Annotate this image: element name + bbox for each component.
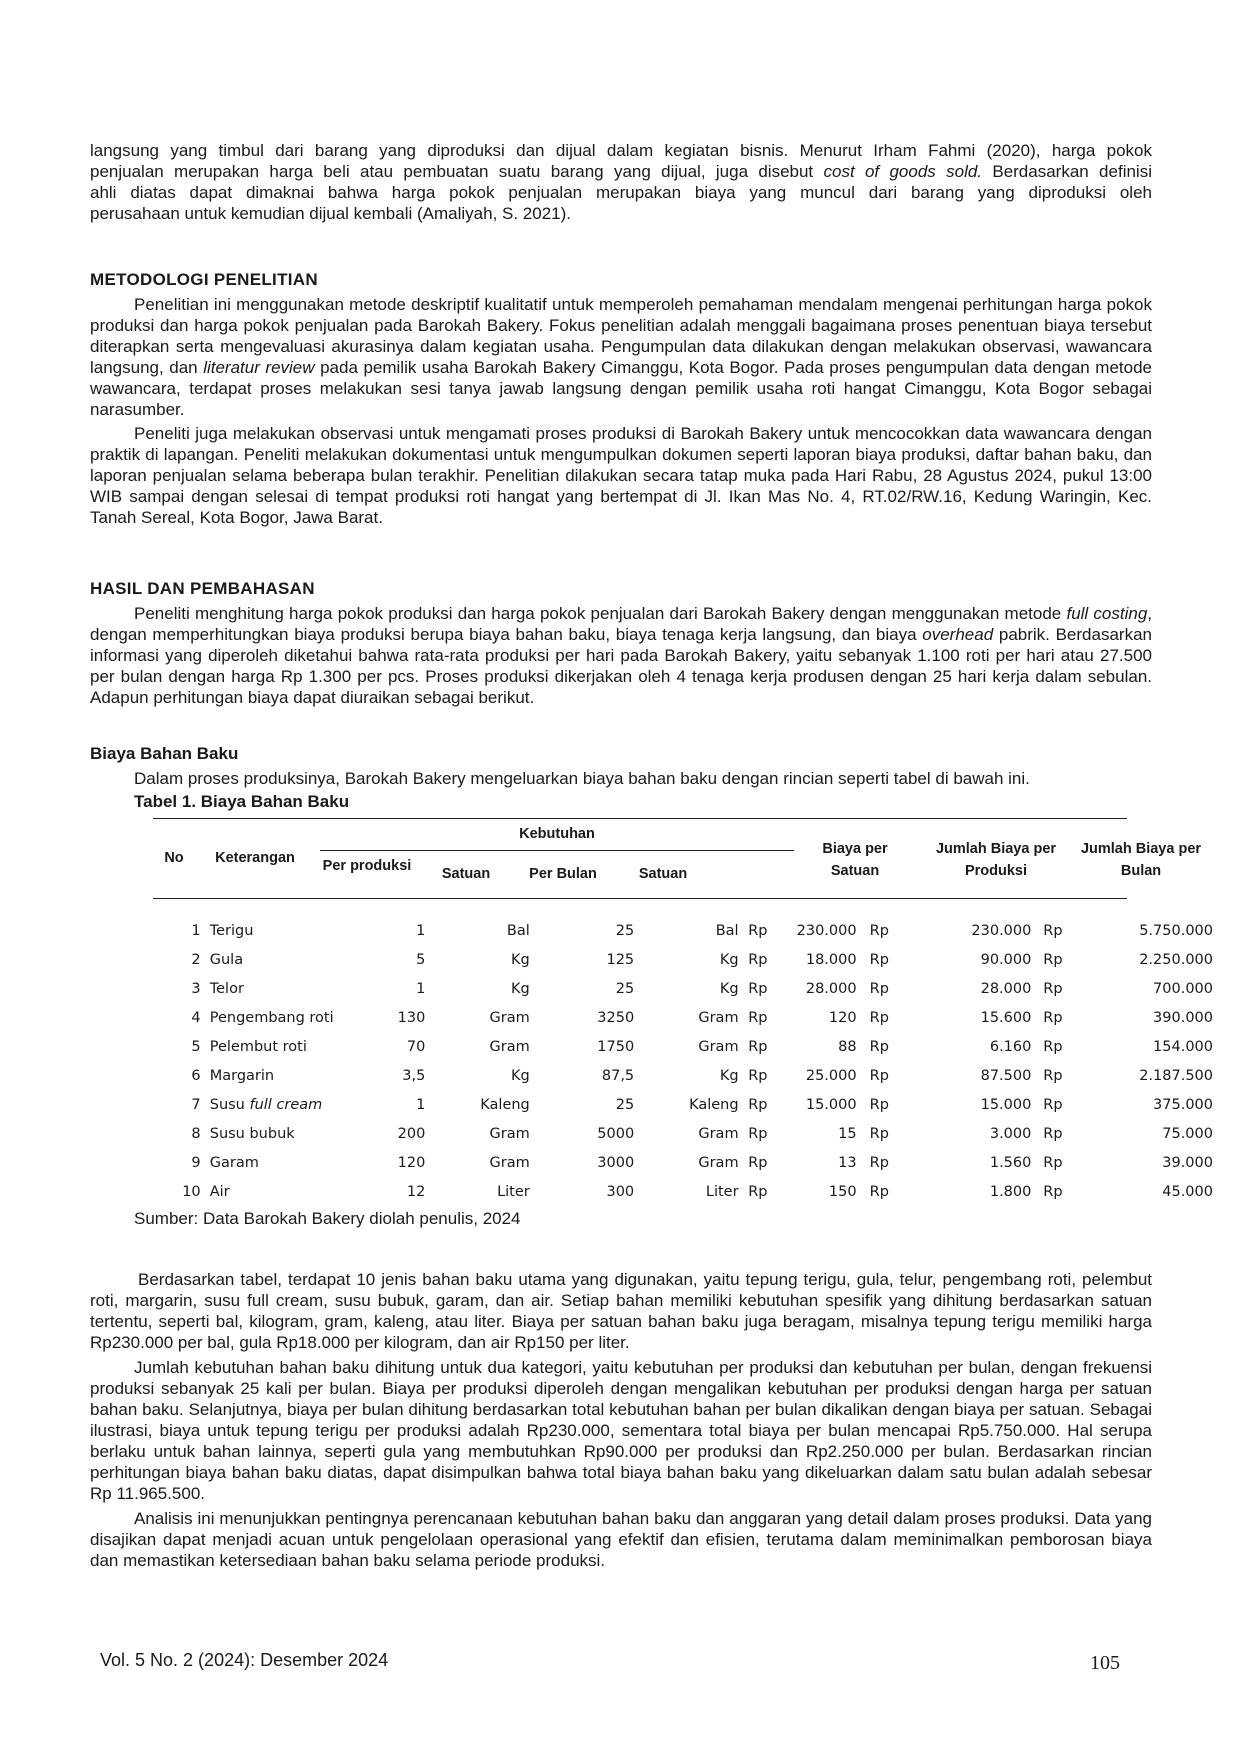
cell-jumlah-per-produksi: 15.000 bbox=[980, 1096, 1032, 1113]
intro-line: langsung yang timbul dari barang yang diproduksi dan dijual dalam kegiatan bisnis. Menurut Irham Fahmi (2020), harga pokok bbox=[90, 141, 1152, 160]
cell-no: 4 bbox=[191, 1009, 201, 1026]
cell-satuan: Kg bbox=[511, 951, 530, 968]
intro-paragraph bbox=[90, 140, 1152, 224]
paragraph bbox=[90, 603, 1152, 708]
cell-per-bulan: 25 bbox=[615, 1096, 635, 1113]
intro-italic: cost of goods sold. bbox=[823, 162, 983, 181]
cell-per-produksi: 70 bbox=[406, 1038, 426, 1055]
paragraph-text: Peneliti menghitung harga pokok produksi dan harga pokok penjualan dari Barokah Bakery dengan menggunakan metode bbox=[134, 604, 1067, 623]
cell-no: 8 bbox=[191, 1125, 201, 1142]
cell-satuan-2: Liter bbox=[705, 1183, 739, 1200]
cell-item bbox=[210, 1177, 352, 1206]
item-label: Susu bbox=[209, 1096, 250, 1113]
cell-satuan-2: Bal bbox=[715, 922, 739, 939]
cell-spacer bbox=[201, 1090, 210, 1119]
cell-currency: Rp bbox=[1043, 1038, 1063, 1055]
cell-currency: Rp bbox=[869, 1183, 889, 1200]
page-number: 105 bbox=[1090, 1652, 1120, 1674]
cell-currency: Rp bbox=[869, 1096, 889, 1113]
cell-currency: Rp bbox=[869, 1067, 889, 1084]
cell-item bbox=[210, 945, 352, 974]
cell-jumlah-per-produksi: 87.500 bbox=[980, 1067, 1032, 1084]
cell-spacer bbox=[201, 1032, 210, 1061]
cell-no: 7 bbox=[191, 1096, 201, 1113]
cell-currency: Rp bbox=[1043, 1096, 1063, 1113]
cell-currency: Rp bbox=[869, 1038, 889, 1055]
cell-currency: Rp bbox=[869, 922, 889, 939]
cell-biaya-per-satuan: 25.000 bbox=[805, 1067, 857, 1084]
cell-per-bulan: 3250 bbox=[597, 1009, 635, 1026]
cell-biaya-per-satuan: 13 bbox=[838, 1154, 857, 1171]
cell-currency: Rp bbox=[748, 1125, 768, 1142]
cell-no: 1 bbox=[191, 922, 201, 939]
cell-currency: Rp bbox=[748, 951, 768, 968]
cell-currency: Rp bbox=[748, 1154, 768, 1171]
cell-item bbox=[210, 1032, 352, 1061]
cell-currency: Rp bbox=[1043, 1183, 1063, 1200]
cell-currency: Rp bbox=[748, 922, 768, 939]
cell-satuan: Gram bbox=[489, 1009, 530, 1026]
intro-line: ahli diatas dapat dimaknai bahwa harga pokok penjualan merupakan biaya yang muncul dari barang yang diproduksi oleh bbox=[90, 183, 1152, 202]
cell-currency: Rp bbox=[1043, 1125, 1063, 1142]
header-keterangan: Keterangan bbox=[215, 850, 295, 866]
cell-jumlah-per-bulan: 39.000 bbox=[1162, 1154, 1213, 1171]
table-title: Tabel 1. Biaya Bahan Baku bbox=[134, 792, 350, 811]
cell-per-bulan: 3000 bbox=[597, 1154, 635, 1171]
paragraph: Jumlah kebutuhan bahan baku dihitung untuk dua kategori, yaitu kebutuhan per produksi dan kebutuhan per bulan, dengan frekuensi produksi sebanyak 25 kali per bulan. Biaya per produksi diperoleh dengan mengalikan kebutuhan per produksi dengan harga per satuan bahan baku. Selanjutnya, biaya per bulan dihitung berdasarkan total kebutuhan bahan per bulan dikalikan dengan biaya per satuan. Sebagai ilustrasi, biaya untuk tepung terigu per produksi adalah Rp230.000, sementara total biaya per bulan mencapai Rp5.750.000. Hal serupa berlaku untuk bahan lainnya, seperti gula yang membutuhkan Rp90.000 per produksi dan Rp2.250.000 per bulan. Berdasarkan rincian perhitungan biaya bahan baku diatas, dapat disimpulkan bahwa total biaya bahan baku yang dikeluarkan dalam satu bulan adalah sebesar Rp 11.965.500. bbox=[90, 1358, 1152, 1503]
cell-per-produksi: 1 bbox=[416, 922, 426, 939]
kebutuhan-rule bbox=[320, 850, 794, 851]
item-label: Garam bbox=[209, 1154, 259, 1171]
table-row bbox=[153, 1032, 1213, 1061]
cell-biaya-per-satuan: 18.000 bbox=[805, 951, 857, 968]
item-label: Gula bbox=[209, 951, 244, 968]
cell-spacer bbox=[201, 1061, 210, 1090]
cell-spacer bbox=[201, 1177, 210, 1206]
header-bottom-rule bbox=[153, 898, 1127, 899]
item-label: Margarin bbox=[209, 1067, 275, 1084]
cell-currency: Rp bbox=[1043, 1154, 1063, 1171]
cell-no: 3 bbox=[191, 980, 201, 997]
cell-jumlah-per-produksi: 6.160 bbox=[989, 1038, 1032, 1055]
item-label: Pengembang roti bbox=[209, 1009, 334, 1026]
cell-per-produksi: 12 bbox=[406, 1183, 426, 1200]
cell-satuan: Gram bbox=[489, 1038, 530, 1055]
table-row bbox=[153, 1061, 1213, 1090]
cell-currency: Rp bbox=[1043, 1067, 1063, 1084]
header-satuan-2: Satuan bbox=[638, 866, 688, 882]
table-row bbox=[153, 1090, 1213, 1119]
cell-currency: Rp bbox=[748, 1038, 768, 1055]
cell-jumlah-per-bulan: 154.000 bbox=[1153, 1038, 1213, 1055]
cell-satuan-2: Kg bbox=[719, 1067, 739, 1084]
intro-text: penjualan merupakan harga beli atau pembuatan suatu barang yang dijual, juga disebut bbox=[90, 162, 824, 181]
cell-satuan-2: Gram bbox=[698, 1038, 739, 1055]
cell-per-produksi: 130 bbox=[397, 1009, 426, 1026]
cell-biaya-per-satuan: 28.000 bbox=[805, 980, 857, 997]
cell-no: 9 bbox=[191, 1154, 201, 1171]
cell-jumlah-per-produksi: 90.000 bbox=[980, 951, 1032, 968]
cell-spacer bbox=[201, 1148, 210, 1177]
cell-jumlah-per-bulan: 75.000 bbox=[1162, 1125, 1213, 1142]
cell-item bbox=[210, 1148, 352, 1177]
intro-text: Berdasarkan definisi bbox=[982, 162, 1152, 181]
cell-currency: Rp bbox=[869, 1009, 889, 1026]
cell-no: 10 bbox=[182, 1183, 201, 1200]
cell-per-bulan: 25 bbox=[615, 922, 635, 939]
cell-per-produksi: 200 bbox=[397, 1125, 426, 1142]
cell-jumlah-per-produksi: 3.000 bbox=[989, 1125, 1032, 1142]
header-jumlah-per-bulan: Jumlah Biaya per Bulan bbox=[1080, 841, 1202, 879]
cell-spacer bbox=[201, 916, 210, 945]
item-label: Telor bbox=[209, 980, 244, 997]
cell-spacer bbox=[201, 945, 210, 974]
raw-material-table bbox=[153, 916, 1213, 1206]
section-heading-metodologi: METODOLOGI PENELITIAN bbox=[90, 270, 318, 289]
cell-item bbox=[210, 1119, 352, 1148]
table-row bbox=[153, 916, 1213, 945]
cell-item bbox=[210, 916, 352, 945]
cell-per-bulan: 300 bbox=[606, 1183, 635, 1200]
cell-spacer bbox=[201, 1003, 210, 1032]
cell-jumlah-per-produksi: 28.000 bbox=[980, 980, 1032, 997]
item-label: Susu bubuk bbox=[209, 1125, 295, 1142]
cell-satuan: Bal bbox=[506, 922, 530, 939]
item-label: Terigu bbox=[209, 922, 254, 939]
cell-satuan: Kaleng bbox=[480, 1096, 530, 1113]
cell-currency: Rp bbox=[869, 980, 889, 997]
cell-biaya-per-satuan: 15 bbox=[838, 1125, 857, 1142]
cell-jumlah-per-bulan: 375.000 bbox=[1153, 1096, 1213, 1113]
cell-satuan: Liter bbox=[497, 1183, 530, 1200]
cell-per-bulan: 125 bbox=[606, 951, 635, 968]
cell-item bbox=[210, 1090, 352, 1119]
cell-currency: Rp bbox=[1043, 980, 1063, 997]
cell-biaya-per-satuan: 150 bbox=[828, 1183, 857, 1200]
cell-satuan-2: Kg bbox=[719, 951, 739, 968]
cell-currency: Rp bbox=[748, 1183, 768, 1200]
cell-currency: Rp bbox=[748, 1009, 768, 1026]
header-satuan: Satuan bbox=[441, 866, 491, 882]
cell-jumlah-per-bulan: 2.250.000 bbox=[1139, 951, 1213, 968]
cell-satuan: Gram bbox=[489, 1125, 530, 1142]
cell-satuan: Kg bbox=[511, 980, 530, 997]
cell-currency: Rp bbox=[748, 1096, 768, 1113]
cell-no: 5 bbox=[191, 1038, 201, 1055]
table-top-rule bbox=[153, 818, 1127, 819]
table-body bbox=[153, 916, 1213, 1206]
item-label: Air bbox=[209, 1183, 230, 1200]
cell-per-produksi: 3,5 bbox=[402, 1067, 426, 1084]
intro-line: perusahaan untuk kemudian dijual kembali (Amaliyah, S. 2021). bbox=[90, 204, 571, 223]
cell-satuan: Gram bbox=[489, 1154, 530, 1171]
header-biaya-per-satuan: Biaya per Satuan bbox=[822, 841, 888, 879]
cell-currency: Rp bbox=[748, 1067, 768, 1084]
cell-per-bulan: 5000 bbox=[597, 1125, 635, 1142]
paragraph-text: Penelitian ini menggunakan metode deskriptif kualitatif untuk memperoleh pemahaman mendalam mengenai perhitungan harga pokok produksi dan harga pokok penjualan pada Barokah Bakery. Fokus penelitian adalah menggali bagaimana proses penentuan biaya tersebut diterapkan serta mengevaluasi akurasinya dalam kegiatan usaha. Pengumpulan data dilakukan dengan melakukan observasi, wawancara langsung, dan bbox=[90, 295, 1152, 377]
cell-currency: Rp bbox=[1043, 951, 1063, 968]
cell-biaya-per-satuan: 230.000 bbox=[796, 922, 857, 939]
paragraph-italic: literatur review bbox=[203, 358, 315, 377]
subsection-heading: Biaya Bahan Baku bbox=[90, 744, 239, 763]
cell-per-bulan: 25 bbox=[615, 980, 635, 997]
item-label: Pelembut roti bbox=[209, 1038, 307, 1055]
paragraph-text: , dengan memperhitungkan biaya produksi berupa biaya bahan baku, biaya tenaga kerja langsung, dan biaya bbox=[90, 604, 1153, 644]
cell-per-produksi: 5 bbox=[416, 951, 426, 968]
cell-jumlah-per-bulan: 2.187.500 bbox=[1139, 1067, 1213, 1084]
cell-currency: Rp bbox=[748, 980, 768, 997]
item-label-italic: full cream bbox=[249, 1096, 323, 1113]
table-row bbox=[153, 1148, 1213, 1177]
header-per-bulan: Per Bulan bbox=[529, 866, 597, 882]
cell-per-bulan: 1750 bbox=[597, 1038, 635, 1055]
paragraph-text: pada pemilik usaha Barokah Bakery Cimanggu, Kota Bogor. Pada proses pengumpulan data dengan metode wawancara, terdapat proses melakukan sesi tanya jawab langsung dengan pemilik usaha roti hangat Cimanggu, Kota Bogor sebagai narasumber. bbox=[90, 358, 1152, 419]
paragraph: Berdasarkan tabel, terdapat 10 jenis bahan baku utama yang digunakan, yaitu tepung terigu, gula, telur, pengembang roti, pelembut roti, margarin, susu full cream, susu bubuk, garam, dan air. Setiap bahan memiliki kebutuhan spesifik yang dihitung berdasarkan satuan tertentu, seperti bal, kilogram, gram, kaleng, atau liter. Biaya per satuan bahan baku juga beragam, misalnya tepung terigu memiliki harga Rp230.000 per bal, gula Rp18.000 per kilogram, dan air Rp150 per liter. bbox=[90, 1270, 1152, 1352]
header-no: No bbox=[164, 850, 184, 866]
cell-currency: Rp bbox=[869, 951, 889, 968]
cell-satuan-2: Gram bbox=[698, 1125, 739, 1142]
cell-satuan-2: Kg bbox=[719, 980, 739, 997]
cell-jumlah-per-produksi: 1.560 bbox=[989, 1154, 1032, 1171]
table-lead: Dalam proses produksinya, Barokah Bakery mengeluarkan biaya bahan baku dengan rincian seperti tabel di bawah ini. bbox=[134, 769, 1030, 788]
cell-item bbox=[210, 1003, 352, 1032]
cell-no: 6 bbox=[191, 1067, 201, 1084]
section-heading-hasil: HASIL DAN PEMBAHASAN bbox=[90, 579, 315, 598]
table-row bbox=[153, 1177, 1213, 1206]
cell-currency: Rp bbox=[1043, 1009, 1063, 1026]
paragraph: Analisis ini menunjukkan pentingnya perencanaan kebutuhan bahan baku dan anggaran yang detail dalam proses produksi. Data yang disajikan dapat menjadi acuan untuk pengelolaan operasional yang efektif dan efisien, terutama dalam meminimalkan pemborosan biaya dan memastikan ketersediaan bahan baku selama periode produksi. bbox=[90, 1509, 1152, 1570]
cell-jumlah-per-bulan: 390.000 bbox=[1153, 1009, 1213, 1026]
intro-line bbox=[90, 161, 1152, 182]
cell-currency: Rp bbox=[869, 1125, 889, 1142]
cell-jumlah-per-bulan: 5.750.000 bbox=[1139, 922, 1213, 939]
cell-jumlah-per-produksi: 230.000 bbox=[971, 922, 1032, 939]
cell-per-bulan: 87,5 bbox=[601, 1067, 635, 1084]
cell-per-produksi: 120 bbox=[397, 1154, 426, 1171]
cell-satuan-2: Kaleng bbox=[689, 1096, 739, 1113]
cell-item bbox=[210, 1061, 352, 1090]
paragraph bbox=[90, 294, 1152, 420]
cell-satuan: Kg bbox=[511, 1067, 530, 1084]
cell-spacer bbox=[201, 1119, 210, 1148]
cell-per-produksi: 1 bbox=[416, 1096, 426, 1113]
cell-satuan-2: Gram bbox=[698, 1009, 739, 1026]
table-row bbox=[153, 1119, 1213, 1148]
cell-jumlah-per-bulan: 700.000 bbox=[1153, 980, 1213, 997]
table-row bbox=[153, 974, 1213, 1003]
cell-biaya-per-satuan: 120 bbox=[828, 1009, 857, 1026]
cell-item bbox=[210, 974, 352, 1003]
cell-currency: Rp bbox=[869, 1154, 889, 1171]
journal-footer: Vol. 5 No. 2 (2024): Desember 2024 bbox=[100, 1650, 389, 1670]
cell-jumlah-per-bulan: 45.000 bbox=[1162, 1183, 1213, 1200]
cell-satuan-2: Gram bbox=[698, 1154, 739, 1171]
bahan-baku-body bbox=[90, 1269, 1152, 1571]
metodologi-body bbox=[90, 294, 1152, 528]
cell-jumlah-per-produksi: 15.600 bbox=[980, 1009, 1032, 1026]
table-source: Sumber: Data Barokah Bakery diolah penulis, 2024 bbox=[134, 1209, 521, 1228]
cell-no: 2 bbox=[191, 951, 201, 968]
cell-biaya-per-satuan: 88 bbox=[838, 1038, 857, 1055]
cell-jumlah-per-produksi: 1.800 bbox=[989, 1183, 1032, 1200]
cell-spacer bbox=[201, 974, 210, 1003]
paragraph-italic: overhead bbox=[922, 625, 994, 644]
cell-currency: Rp bbox=[1043, 922, 1063, 939]
table-row bbox=[153, 945, 1213, 974]
paragraph-text: pabrik. Berdasarkan informasi yang diperoleh diketahui bahwa rata-rata produksi per hari pada Barokah Bakery, yaitu sebanyak 1.100 roti per hari atau 27.500 per bulan dengan harga Rp 1.300 per pcs. Proses produksi dikerjakan oleh 4 tenaga kerja produsen dengan 25 hari kerja dalam sebulan. Adapun perhitungan biaya dapat diuraikan sebagai berikut. bbox=[90, 625, 1152, 707]
cell-per-produksi: 1 bbox=[416, 980, 426, 997]
paragraph-italic: full costing bbox=[1066, 604, 1148, 623]
paragraph: Peneliti juga melakukan observasi untuk mengamati proses produksi di Barokah Bakery untuk mencocokkan data wawancara dengan praktik di lapangan. Peneliti melakukan dokumentasi untuk mengumpulkan dokumen seperti laporan biaya produksi, daftar bahan baku, dan laporan penjualan selama beberapa bulan terakhir. Penelitian dilakukan secara tatap muka pada Hari Rabu, 28 Agustus 2024, pukul 13:00 WIB sampai dengan selesai di tempat produksi roti hangat yang bertempat di Jl. Ikan Mas No. 4, RT.02/RW.16, Kedung Waringin, Kec. Tanah Sereal, Kota Bogor, Jawa Barat. bbox=[90, 424, 1152, 527]
table-row bbox=[153, 1003, 1213, 1032]
header-per-produksi: Per produksi bbox=[322, 858, 412, 874]
hasil-body bbox=[90, 603, 1152, 708]
cell-biaya-per-satuan: 15.000 bbox=[805, 1096, 857, 1113]
header-kebutuhan: Kebutuhan bbox=[519, 826, 595, 842]
header-jumlah-per-produksi: Jumlah Biaya per Produksi bbox=[935, 841, 1057, 879]
